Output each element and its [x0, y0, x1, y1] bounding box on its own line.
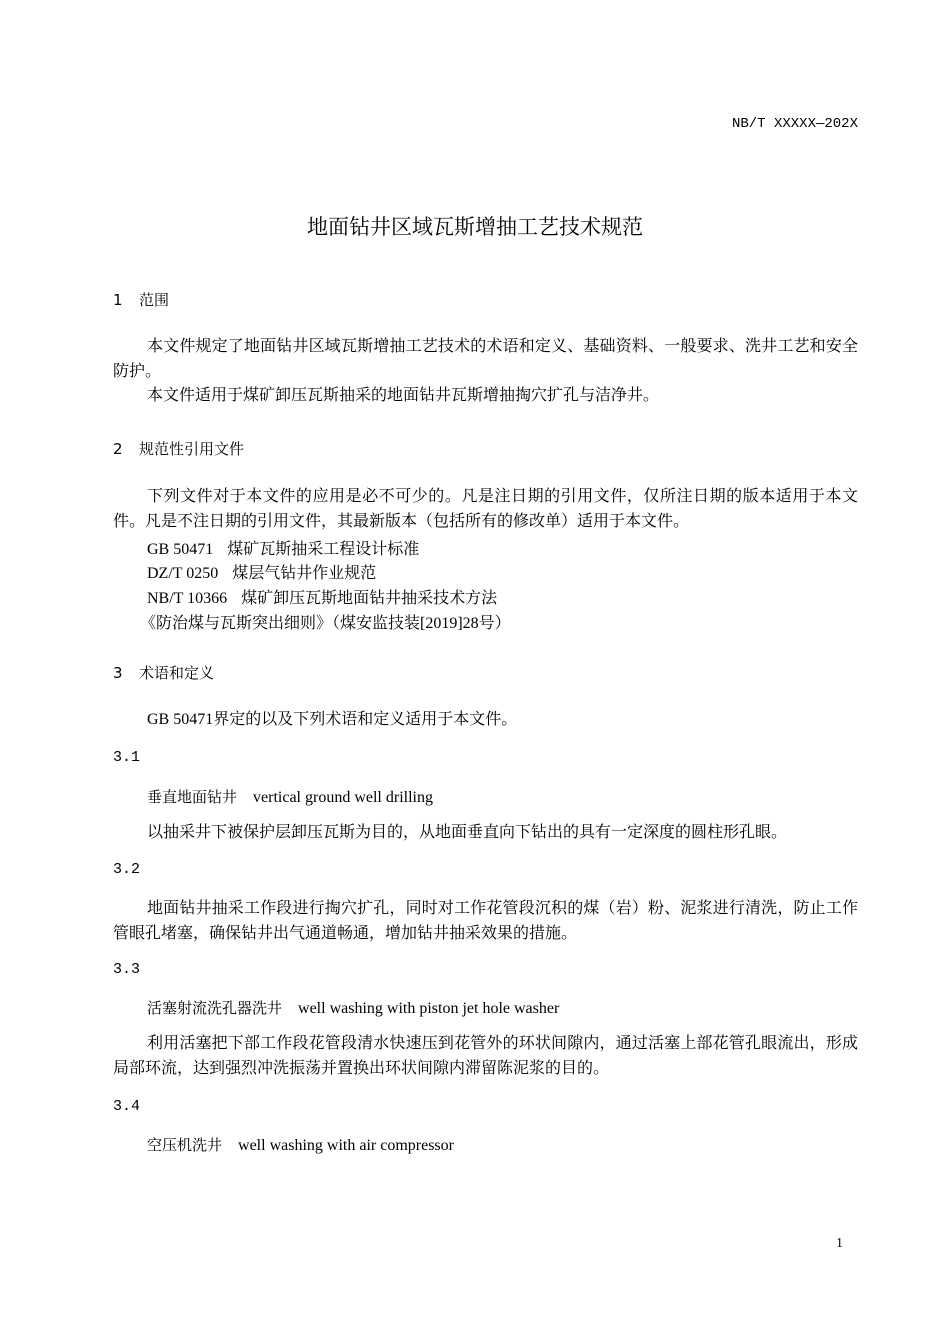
term-number: 3.2 — [113, 861, 141, 878]
section-heading-1: 1 范围 — [113, 291, 170, 309]
paragraph: GB 50471界定的以及下列术语和定义适用于本文件。 — [147, 711, 518, 728]
term-definition: 利用活塞把下部工作段花管段清水快速压到花管外的环状间隙内，通过活塞上部花管孔眼流出，形成局部环流，达到强烈冲洗振荡并置换出环状间隙内滞留陈泥浆的目的。 — [113, 1035, 858, 1077]
term-entry: 活塞射流洗孔器洗井 well washing with piston jet hole washer — [147, 999, 560, 1017]
page-number: 1 — [836, 1236, 843, 1251]
reference-item: NB/T 10366 煤矿卸压瓦斯地面钻井抽采技术方法 — [147, 590, 498, 607]
term-definition: 以抽采井下被保护层卸压瓦斯为目的，从地面垂直向下钻出的具有一定深度的圆柱形孔眼。 — [147, 824, 788, 841]
term-number: 3.3 — [113, 961, 141, 978]
paragraph: 下列文件对于本文件的应用是必不可少的。凡是注日期的引用文件，仅所注日期的版本适用于本文件。凡是不注日期的引用文件，其最新版本（包括所有的修改单）适用于本文件。 — [113, 488, 858, 530]
term-number: 3.4 — [113, 1098, 141, 1115]
section-heading-3: 3 术语和定义 — [113, 664, 215, 682]
reference-item: 《防治煤与瓦斯突出细则》（煤安监技装[2019]28号） — [140, 615, 511, 632]
term-entry: 垂直地面钻井 vertical ground well drilling — [147, 788, 433, 806]
section-heading-2: 2 规范性引用文件 — [113, 440, 245, 458]
paragraph: 本文件适用于煤矿卸压瓦斯抽采的地面钻井瓦斯增抽掏穴扩孔与洁净井。 — [147, 387, 660, 404]
document-title: 地面钻井区域瓦斯增抽工艺技术规范 — [307, 215, 643, 239]
reference-item: DZ/T 0250 煤层气钻井作业规范 — [147, 565, 377, 582]
term-entry: 空压机洗井 well washing with air compressor — [147, 1136, 454, 1154]
document-code-header: NB/T XXXXX—202X — [731, 116, 858, 132]
term-definition: 地面钻井抽采工作段进行掏穴扩孔，同时对工作花管段沉积的煤（岩）粉、泥浆进行清洗，防止工作管眼孔堵塞，确保钻井出气通道畅通，增加钻井抽采效果的措施。 — [113, 900, 858, 942]
term-number: 3.1 — [113, 749, 141, 766]
reference-item: GB 50471 煤矿瓦斯抽采工程设计标准 — [147, 541, 420, 558]
paragraph: 本文件规定了地面钻井区域瓦斯增抽工艺技术的术语和定义、基础资料、一般要求、洗井工艺和安全防护。 — [113, 338, 858, 380]
